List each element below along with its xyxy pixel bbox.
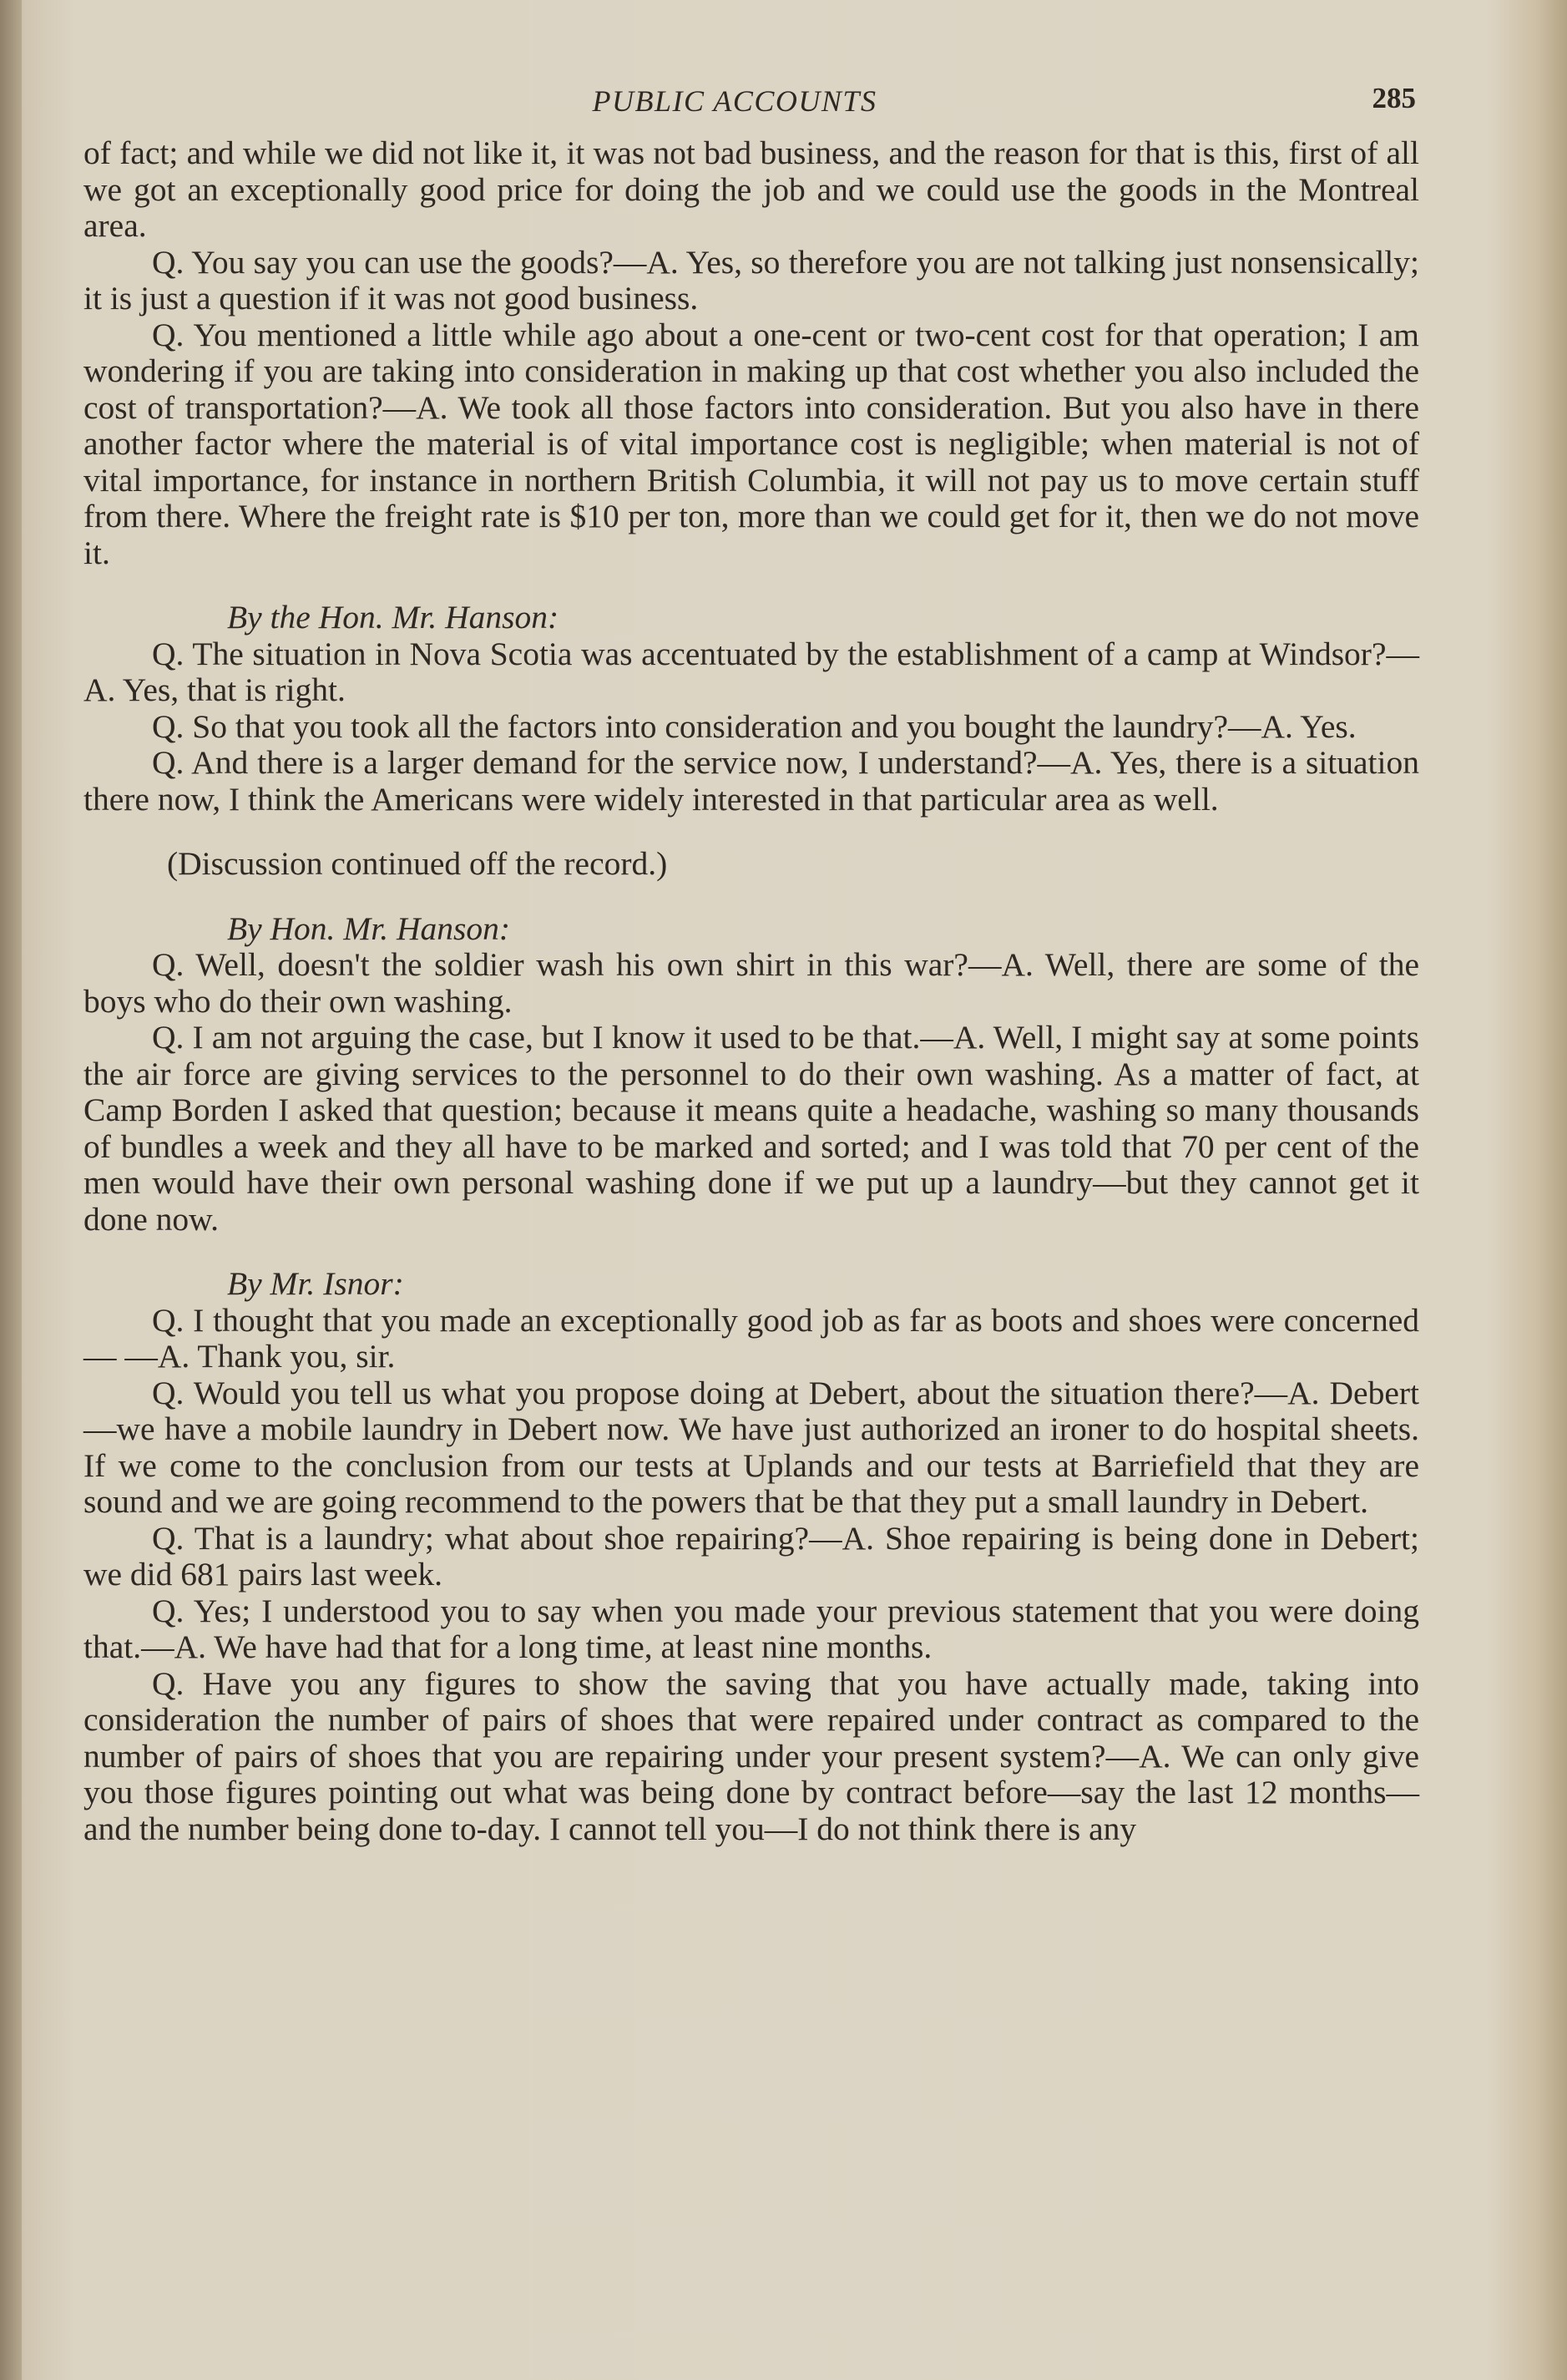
paragraph: of fact; and while we did not like it, it was not bad business, and the reason for that is this, first of all we got an exceptionally good price for doing the job and we could use the goods in the Montreal area. xyxy=(83,134,1419,244)
paragraph: Q. Have you any figures to show the saving that you have actually made, taking into consideration the number of pairs of shoes that were repaired under contract as compared to the number of pairs of shoes that you are repairing under your present system?—A. We can only give you those figures pointing out what was being done by contract before—say the last 12 months—and the number being done to-day. I cannot tell you—I do not think there is any xyxy=(83,1664,1419,1847)
speaker-heading: By Hon. Mr. Hanson: xyxy=(227,909,511,947)
speaker-heading: By the Hon. Mr. Hanson: xyxy=(227,599,559,636)
paragraph: Q. So that you took all the factors into consideration and you bought the laundry?—A. Yes. xyxy=(152,707,1357,745)
paragraph: Q. Well, doesn't the soldier wash his own shirt in this war?—A. Well, there are some of the boys who do their own washing. xyxy=(83,946,1419,1020)
paragraph: Q. The situation in Nova Scotia was accentuated by the establishment of a camp at Windsor?—A. Yes, that is right. xyxy=(83,635,1419,708)
speaker-heading: By Mr. Isnor: xyxy=(227,1265,404,1302)
paragraph: Q. Would you tell us what you propose doing at Debert, about the situation there?—A. Debert—we have a mobile laundry in Debert now. We have just authorized an ironer to do hospital sheets. If we come to the conclusion from our tests at Uplands and our tests at Barriefield that they are sound and we are going recommend to the powers that be that they put a small laundry in Debert. xyxy=(83,1374,1419,1520)
page-content xyxy=(83,80,1419,1847)
book-spine-shadow xyxy=(0,0,22,2380)
paragraph: Q. And there is a larger demand for the service now, I understand?—A. Yes, there is a situation there now, I think the Americans were widely interested in that particular area as well. xyxy=(83,744,1419,818)
paragraph: Q. I thought that you made an exceptionally good job as far as boots and shoes were concerned— —A. Thank you, sir. xyxy=(83,1301,1419,1375)
paragraph: Q. You say you can use the goods?—A. Yes, so therefore you are not talking just nonsensically; it is just a question if it was not good business. xyxy=(83,243,1419,316)
paragraph: Q. I am not arguing the case, but I know it used to be that.—A. Well, I might say at some points the air force are giving services to the personnel to do their own washing. As a matter of fact, at Camp Borden I asked that question; because it means quite a headache, washing so many thousands of bundles a week and they all have to be marked and sorted; and I was told that 70 per cent of the men would have their own personal washing done if we put up a laundry—but they cannot get it done now. xyxy=(83,1019,1419,1238)
paragraph: Q. That is a laundry; what about shoe repairing?—A. Shoe repairing is being done in Debert; we did 681 pairs last week. xyxy=(83,1519,1419,1593)
record-note: (Discussion continued off the record.) xyxy=(167,845,668,882)
page-number: 285 xyxy=(1372,82,1416,114)
running-head: PUBLIC ACCOUNTS xyxy=(592,84,877,118)
paragraph: Q. Yes; I understood you to say when you made your previous statement that you were doing that.—A. We have had that for a long time, at least nine months. xyxy=(83,1592,1419,1665)
paragraph: Q. You mentioned a little while ago about a one-cent or two-cent cost for that operation; I am wondering if you are taking into consideration in making up that cost whether you also included the cost of transportation?—A. We took all those factors into consideration. But you also have in there another factor where the material is of vital importance cost is negligible; when material is not of vital importance, for instance in northern British Columbia, it will not pay us to move certain stuff from there. Where the freight rate is $10 per ton, more than we could get for it, then we do not move it. xyxy=(83,316,1419,571)
page-header xyxy=(83,80,1419,132)
